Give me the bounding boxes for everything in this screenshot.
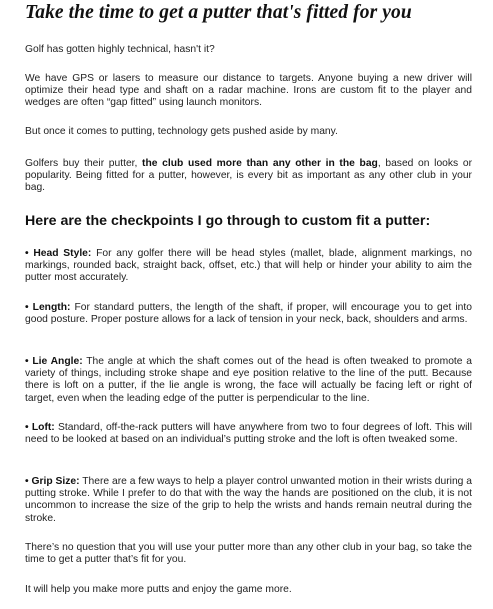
checkpoint-text: For any golfer there will be head styles (mallet, blade, alignment markings, no markings, rounded back, straight back, offset, etc.) that will help or hinder your ability to aim the putter most accurately.: [25, 248, 472, 284]
checkpoint-label: • Length:: [25, 302, 71, 313]
checkpoint-loft: [25, 422, 472, 446]
checkpoint-head-style: [25, 248, 472, 285]
checkpoint-text: There are a few ways to help a player control unwanted motion in their wrists during a putting stroke. While I prefer to do that with the way the hands are positioned on the club, it is not uncommon to increase the size of the grip to help the wrists and hands remain neutral during the stroke.: [25, 476, 472, 524]
checkpoints-heading: Here are the checkpoints I go through to custom fit a putter:: [25, 213, 431, 229]
golfers-text: , based on looks or popularity. Being fitted for a putter, however, is every bit as important as any other club in your bag.: [25, 158, 473, 194]
golfers-emphasis: the club used more than any other in the bag: [142, 158, 378, 169]
checkpoint-label: • Lie Angle:: [25, 356, 83, 367]
checkpoint-text: The angle at which the shaft comes out of the head is often tweaked to promote a variety of things, including stroke shape and eye position relative to the line of the putt. Because there is loft on a putter, if the lie angle is wrong, the face will actually be facing left or right of target, even when the leading edge of the putter is perpendicular to the line.: [25, 356, 472, 404]
intro-paragraph: We have GPS or lasers to measure our distance to targets. Anyone buying a new driver will optimize their head type and shaft on a radar machine. Irons are custom fit to the player and wedges are often “gap fitted” using launch monitors.: [25, 73, 472, 109]
checkpoint-label: • Grip Size:: [25, 476, 80, 487]
checkpoint-text: Standard, off-the-rack putters will have anywhere from two to four degrees of loft. This will need to be looked at based on an individual’s putting stroke and the loft is often tweaked some.: [25, 422, 472, 446]
checkpoint-length: [25, 302, 472, 326]
article-title: Take the time to get a putter that's fitted for you: [25, 2, 412, 23]
checkpoint-grip-size: [25, 476, 472, 525]
closing-paragraph: It will help you make more putts and enjoy the game more.: [25, 584, 292, 595]
intro-paragraph: Golf has gotten highly technical, hasn't it?: [25, 44, 215, 55]
checkpoint-text: For standard putters, the length of the shaft, if proper, will encourage you to get into good posture. Proper posture allows for a lack of tension in your neck, back, shoulders and arms.: [25, 302, 472, 326]
closing-paragraph: There’s no question that you will use your putter more than any other club in your bag, so take the time to get a putter that’s fit for you.: [25, 542, 472, 566]
golfers-paragraph: [25, 158, 472, 195]
checkpoint-lie-angle: [25, 356, 472, 405]
checkpoint-label: • Loft:: [25, 422, 55, 433]
intro-paragraph: But once it comes to putting, technology gets pushed aside by many.: [25, 126, 338, 137]
golfers-text: Golfers buy their putter,: [25, 158, 143, 169]
checkpoint-label: • Head Style:: [25, 248, 92, 259]
